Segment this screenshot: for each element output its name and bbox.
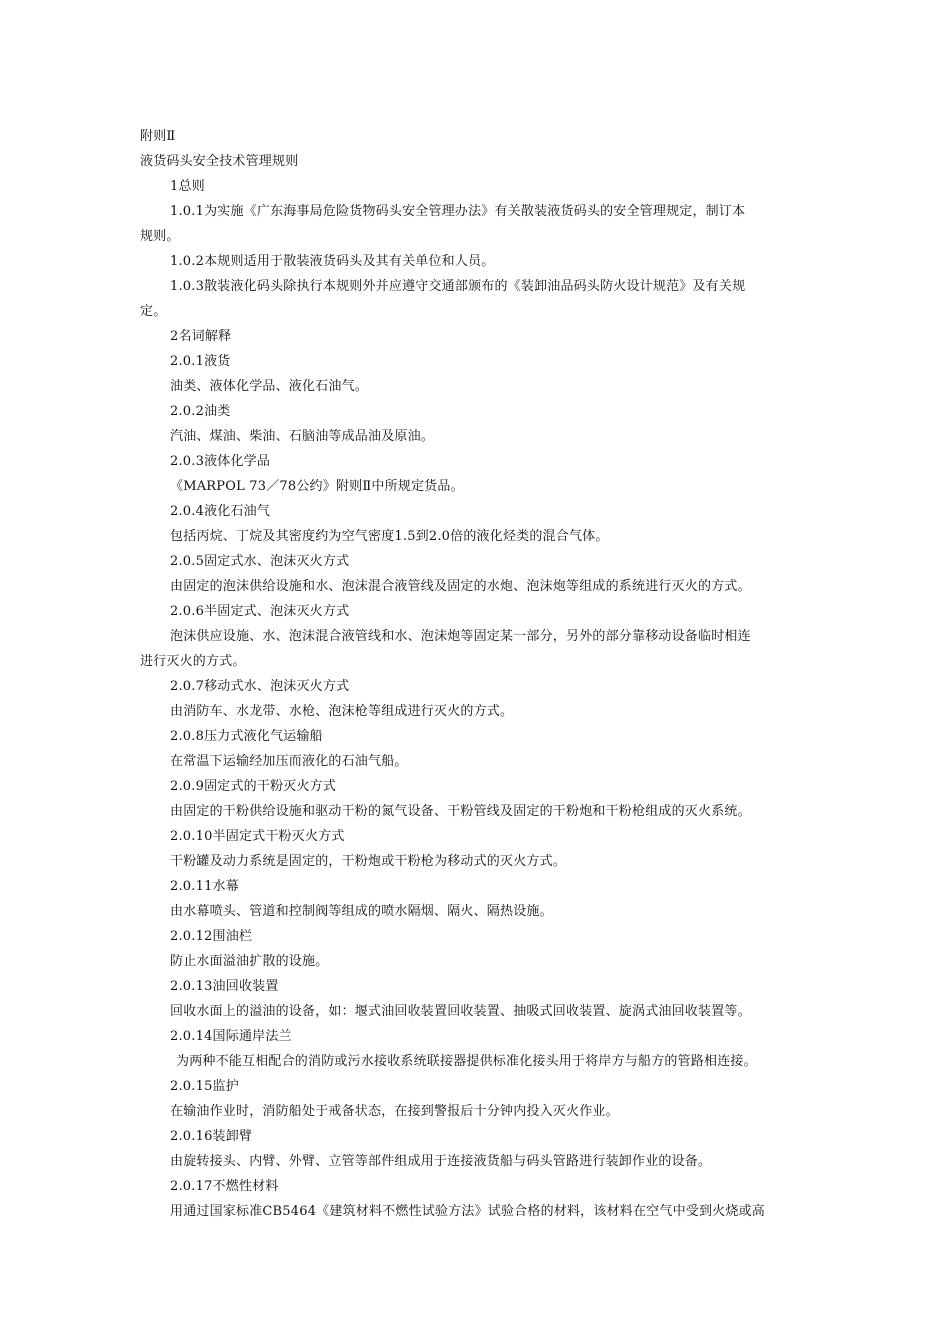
term-definition: 油类、液体化学品、液化石油气。 — [170, 379, 369, 394]
paragraph-line: 规则。 — [140, 229, 180, 244]
term-heading: 2.0.12围油栏 — [170, 929, 253, 944]
term-heading: 2.0.14国际通岸法兰 — [170, 1029, 292, 1044]
term-heading: 2.0.7移动式水、泡沫灭火方式 — [170, 679, 350, 694]
paragraph-line: 定。 — [140, 304, 167, 319]
term-heading: 2.0.6半固定式、泡沫灭火方式 — [170, 604, 350, 619]
term-definition: 用通过国家标准CB5464《建筑材料不燃性试验方法》试验合格的材料，该材料在空气中受到火烧或高 — [170, 1204, 765, 1219]
term-definition: 在输油作业时，消防船处于戒备状态，在接到警报后十分钟内投入灭火作业。 — [170, 1104, 619, 1119]
term-definition: 由旋转接头、内臂、外臂、立管等部件组成用于连接液货船与码头管路进行装卸作业的设备。 — [170, 1154, 712, 1169]
term-definition: 汽油、煤油、柴油、石脑油等成品油及原油。 — [170, 429, 435, 444]
term-definition: 进行灭火的方式。 — [140, 654, 246, 669]
term-heading: 2.0.4液化石油气 — [170, 504, 271, 519]
term-heading: 2.0.3液体化学品 — [170, 454, 271, 469]
term-heading: 2.0.9固定式的干粉灭火方式 — [170, 779, 337, 794]
term-definition: 包括丙烷、丁烷及其密度约为空气密度1.5到2.0倍的液化烃类的混合气体。 — [170, 529, 609, 544]
term-heading: 2.0.10半固定式干粉灭火方式 — [170, 829, 345, 844]
term-heading: 2.0.5固定式水、泡沫灭火方式 — [170, 554, 350, 569]
appendix-label: 附则Ⅱ — [140, 129, 176, 144]
paragraph-line: 1.0.1为实施《广东海事局危险货物码头安全管理办法》有关散装液货码头的安全管理规定，制订本 — [170, 204, 746, 219]
term-definition: 干粉罐及动力系统是固定的，干粉炮或干粉枪为移动式的灭火方式。 — [170, 854, 567, 869]
term-definition: 防止水面溢油扩散的设施。 — [170, 954, 329, 969]
term-definition: 由消防车、水龙带、水枪、泡沫枪等组成进行灭火的方式。 — [170, 704, 514, 719]
term-definition: 在常温下运输经加压而液化的石油气船。 — [170, 754, 408, 769]
term-heading: 2.0.8压力式液化气运输船 — [170, 729, 323, 744]
term-definition: 泡沫供应设施、水、泡沫混合液管线和水、泡沫炮等固定某一部分，另外的部分靠移动设备临时相连 — [170, 629, 751, 644]
term-heading: 2.0.1液货 — [170, 354, 231, 369]
paragraph-line: 1.0.2本规则适用于散装液货码头及其有关单位和人员。 — [170, 254, 495, 269]
term-definition: 由水幕喷头、管道和控制阀等组成的喷水隔烟、隔火、隔热设施。 — [170, 904, 553, 919]
term-heading: 2.0.17不燃性材料 — [170, 1179, 279, 1194]
term-definition: 由固定的干粉供给设施和驱动干粉的氮气设备、干粉管线及固定的干粉炮和干粉枪组成的灭火系统。 — [170, 804, 751, 819]
term-heading: 2.0.11水幕 — [170, 879, 239, 894]
term-definition: 由固定的泡沫供给设施和水、泡沫混合液管线及固定的水炮、泡沫炮等组成的系统进行灭火的方式。 — [170, 579, 751, 594]
section-heading: 1总则 — [170, 179, 205, 194]
paragraph-line: 1.0.3散装液化码头除执行本规则外并应遵守交通部颁布的《装卸油品码头防火设计规范》及有关规 — [170, 279, 746, 294]
document-title: 液货码头安全技术管理规则 — [140, 154, 299, 169]
term-definition: 回收水面上的溢油的设备，如：堰式油回收装置回收装置、抽吸式回收装置、旋涡式油回收装置等。 — [170, 1004, 751, 1019]
term-heading: 2.0.16装卸臂 — [170, 1129, 253, 1144]
section-heading: 2名词解释 — [170, 329, 232, 344]
term-heading: 2.0.2油类 — [170, 404, 231, 419]
term-heading: 2.0.15监护 — [170, 1079, 239, 1094]
term-heading: 2.0.13油回收装置 — [170, 979, 279, 994]
term-definition: 《MARPOL 73／78公约》附则Ⅱ中所规定货品。 — [170, 479, 464, 494]
term-definition: 为两种不能互相配合的消防或污水接收系统联接器提供标准化接头用于将岸方与船方的管路相连接。 — [176, 1054, 757, 1069]
